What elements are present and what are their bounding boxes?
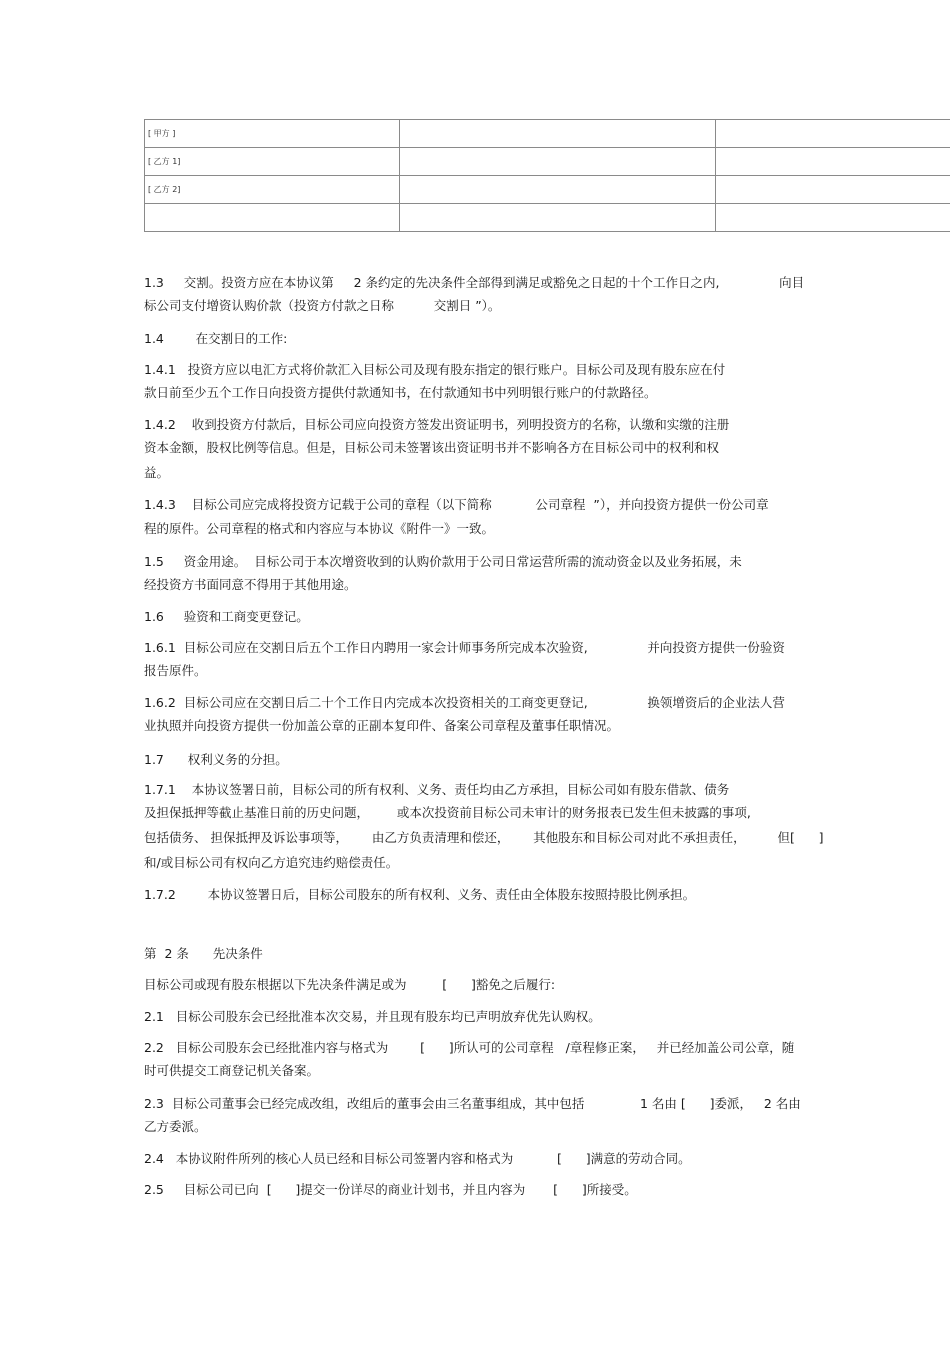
clause-1-4-3-line-1: 1.4.3 目标公司应完成将投资方记载于公司的章程（以下简称 公司章程 ”），并向投资方提供一份公司章 [144,497,769,512]
table-cell: [ 乙方 2] [145,176,400,204]
table-cell [400,176,716,204]
clause-2-4-line-1: 2.4 本协议附件所列的核心人员已经和目标公司签署内容和格式为 [ ]满意的劳动合同。 [144,1151,691,1166]
table-cell [400,204,716,232]
article-2-intro: 目标公司或现有股东根据以下先决条件满足或为 [ ]豁免之后履行: [144,977,556,992]
clause-1-7-heading: 1.7 权利义务的分担。 [144,752,288,767]
clause-1-7-1-line-3: 包括债务、 担保抵押及诉讼事项等， 由乙方负责清理和偿还， 其他股东和目标公司对此不承担责任， 但[ ] [144,830,824,845]
clause-2-3-line-2: 乙方委派。 [144,1119,207,1134]
article-2-heading: 第 2 条 先决条件 [144,946,263,961]
clause-1-7-1-line-4: 和/或目标公司有权向乙方追究违约赔偿责任。 [144,855,399,870]
clause-1-3-line-1: 1.3 交割。投资方应在本协议第 2 条约定的先决条件全部得到满足或豁免之日起的十个工作日之内, 向目 [144,275,805,290]
clause-1-4-1-line-1: 1.4.1 投资方应以电汇方式将价款汇入目标公司及现有股东指定的银行账户。目标公司及现有股东应在付 [144,362,726,377]
clause-1-4-2-line-2: 资本金额，股权比例等信息。但是，目标公司未签署该出资证明书并不影响各方在目标公司中的权利和权 [144,440,720,455]
table-cell [716,148,950,176]
table-row [145,120,950,148]
table-cell [716,204,950,232]
clause-1-6-1-line-1: 1.6.1 目标公司应在交割日后五个工作日内聘用一家会计师事务所完成本次验资, 并向投资方提供一份验资 [144,640,785,655]
clause-1-7-2-line-1: 1.7.2 本协议签署日后，目标公司股东的所有权利、义务、责任由全体股东按照持股比例承担。 [144,887,696,902]
clause-1-5-line-1: 1.5 资金用途。 目标公司于本次增资收到的认购价款用于公司日常运营所需的流动资金以及业务拓展，未 [144,554,742,569]
table-row [145,176,950,204]
parties-table [144,119,950,232]
table-row [145,204,950,232]
clause-1-4-heading: 1.4 在交割日的工作: [144,331,288,346]
table-cell [716,176,950,204]
clause-1-6-1-line-2: 报告原件。 [144,663,207,678]
clause-1-6-2-line-1: 1.6.2 目标公司应在交割日后二十个工作日内完成本次投资相关的工商变更登记, 换领增资后的企业法人营 [144,695,785,710]
clause-2-1-line-1: 2.1 目标公司股东会已经批准本次交易，并且现有股东均已声明放弃优先认购权。 [144,1009,601,1024]
clause-2-3-line-1: 2.3 目标公司董事会已经完成改组，改组后的董事会由三名董事组成，其中包括 1 名由 [ ]委派， 2 名由 [144,1096,801,1111]
table-cell [716,120,950,148]
clause-2-2-line-1: 2.2 目标公司股东会已经批准内容与格式为 [ ]所认可的公司章程 /章程修正案， 并已经加盖公司公章，随 [144,1040,795,1055]
table-row [145,148,950,176]
clause-1-4-1-line-2: 款日前至少五个工作日向投资方提供付款通知书，在付款通知书中列明银行账户的付款路径。 [144,385,657,400]
clause-1-6-heading: 1.6 验资和工商变更登记。 [144,609,309,624]
table-cell [145,204,400,232]
clause-1-4-2-line-1: 1.4.2 收到投资方付款后，目标公司应向投资方签发出资证明书，列明投资方的名称，认缴和实缴的注册 [144,417,730,432]
clause-1-7-1-line-2: 及担保抵押等截止基准日前的历史问题， 或本次投资前目标公司未审计的财务报表已发生但未披露的事项, [144,805,751,820]
clause-1-3-line-2: 标公司支付增资认购价款（投资方付款之日称 交割日 ”）。 [144,298,501,313]
table-cell: [ 乙方 1] [145,148,400,176]
clause-2-2-line-2: 时可供提交工商登记机关备案。 [144,1063,320,1078]
table-cell: [ 甲方 ] [145,120,400,148]
clause-1-4-2-line-3: 益。 [144,465,170,480]
clause-1-5-line-2: 经投资方书面同意不得用于其他用途。 [144,577,357,592]
table-cell [400,120,716,148]
clause-1-4-3-line-2: 程的原件。公司章程的格式和内容应与本协议《附件一》一致。 [144,521,495,536]
clause-1-6-2-line-2: 业执照并向投资方提供一份加盖公章的正副本复印件、备案公司章程及董事任职情况。 [144,718,620,733]
clause-1-7-1-line-1: 1.7.1 本协议签署日前，目标公司的所有权利、义务、责任均由乙方承担，目标公司如有股东借款、债务 [144,782,730,797]
table-cell [400,148,716,176]
clause-2-5-line-1: 2.5 目标公司已向 [ ]提交一份详尽的商业计划书，并且内容为 [ ]所接受。 [144,1182,637,1197]
